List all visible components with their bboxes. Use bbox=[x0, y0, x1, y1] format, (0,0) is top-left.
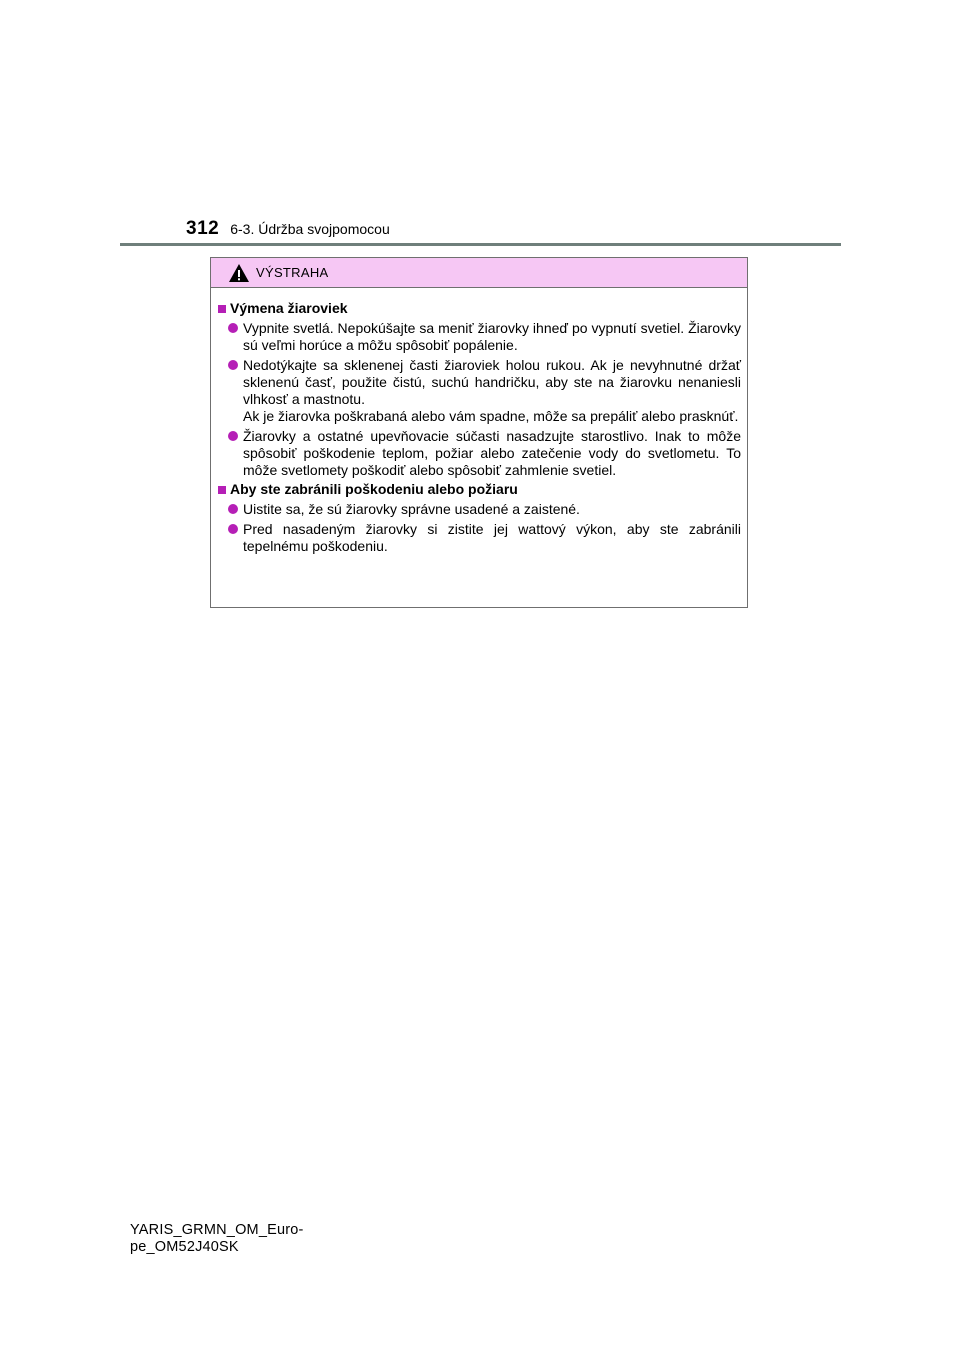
warning-title: VÝSTRAHA bbox=[256, 265, 329, 280]
circle-bullet-icon bbox=[228, 323, 238, 333]
paragraph: Pred nasadeným žiarovky si zistite jej wattový výkon, aby ste zabránili tepelnému poškodeniu. bbox=[243, 521, 741, 554]
document-footer bbox=[130, 1222, 304, 1256]
circle-bullet-icon bbox=[228, 504, 238, 514]
paragraph: Ak je žiarovka poškrabaná alebo vám spadne, môže sa prepáliť alebo prasknúť. bbox=[243, 408, 739, 424]
paragraph: Žiarovky a ostatné upevňovacie súčasti nasadzujte starostlivo. Inak to môže spôsobiť poškodenie teplom, požiar alebo zatečenie vody do svetlometu. To môže svetlomety poškodiť alebo spôsobiť zahmlenie svetiel. bbox=[243, 428, 741, 478]
list-item bbox=[228, 428, 741, 479]
page-number: 312 bbox=[186, 218, 220, 239]
warning-body bbox=[211, 288, 747, 555]
square-bullet-icon bbox=[218, 486, 226, 494]
list-item bbox=[228, 521, 741, 555]
list-item bbox=[228, 357, 741, 425]
section-heading bbox=[218, 481, 741, 498]
circle-bullet-icon bbox=[228, 360, 238, 370]
section-heading-text: Aby ste zabránili poškodeniu alebo požiaru bbox=[230, 481, 518, 497]
section-heading-text: Výmena žiaroviek bbox=[230, 300, 348, 316]
section-heading bbox=[218, 300, 741, 317]
list-item bbox=[228, 320, 741, 354]
warning-triangle-icon bbox=[228, 263, 250, 283]
list-item bbox=[228, 501, 741, 518]
paragraph: Nedotýkajte sa sklenenej časti žiaroviek holou rukou. Ak je nevyhnutné držať sklenenú časť, použite čistú, suchú handričku, aby ste na žiarovku nenaniesli vlhkosť a mastnotu. bbox=[243, 357, 741, 407]
list-item-text bbox=[243, 320, 741, 354]
square-bullet-icon bbox=[218, 305, 226, 313]
warning-header bbox=[211, 258, 747, 288]
list-item-text bbox=[243, 357, 741, 425]
footer-line: YARIS_GRMN_OM_Euro- bbox=[130, 1222, 304, 1238]
list-item-text bbox=[243, 501, 741, 518]
circle-bullet-icon bbox=[228, 431, 238, 441]
page-header bbox=[186, 218, 390, 242]
warning-box bbox=[210, 257, 748, 608]
header-divider bbox=[120, 243, 841, 246]
paragraph: Uistite sa, že sú žiarovky správne usadené a zaistené. bbox=[243, 501, 580, 517]
list-item-text bbox=[243, 428, 741, 479]
circle-bullet-icon bbox=[228, 524, 238, 534]
list-item-text bbox=[243, 521, 741, 555]
paragraph: Vypnite svetlá. Nepokúšajte sa meniť žiarovky ihneď po vypnutí svetiel. Žiarovky sú veľmi horúce a môžu spôsobiť popálenie. bbox=[243, 320, 741, 353]
section-title: 6-3. Údržba svojpomocou bbox=[230, 221, 390, 237]
footer-line: pe_OM52J40SK bbox=[130, 1239, 239, 1255]
